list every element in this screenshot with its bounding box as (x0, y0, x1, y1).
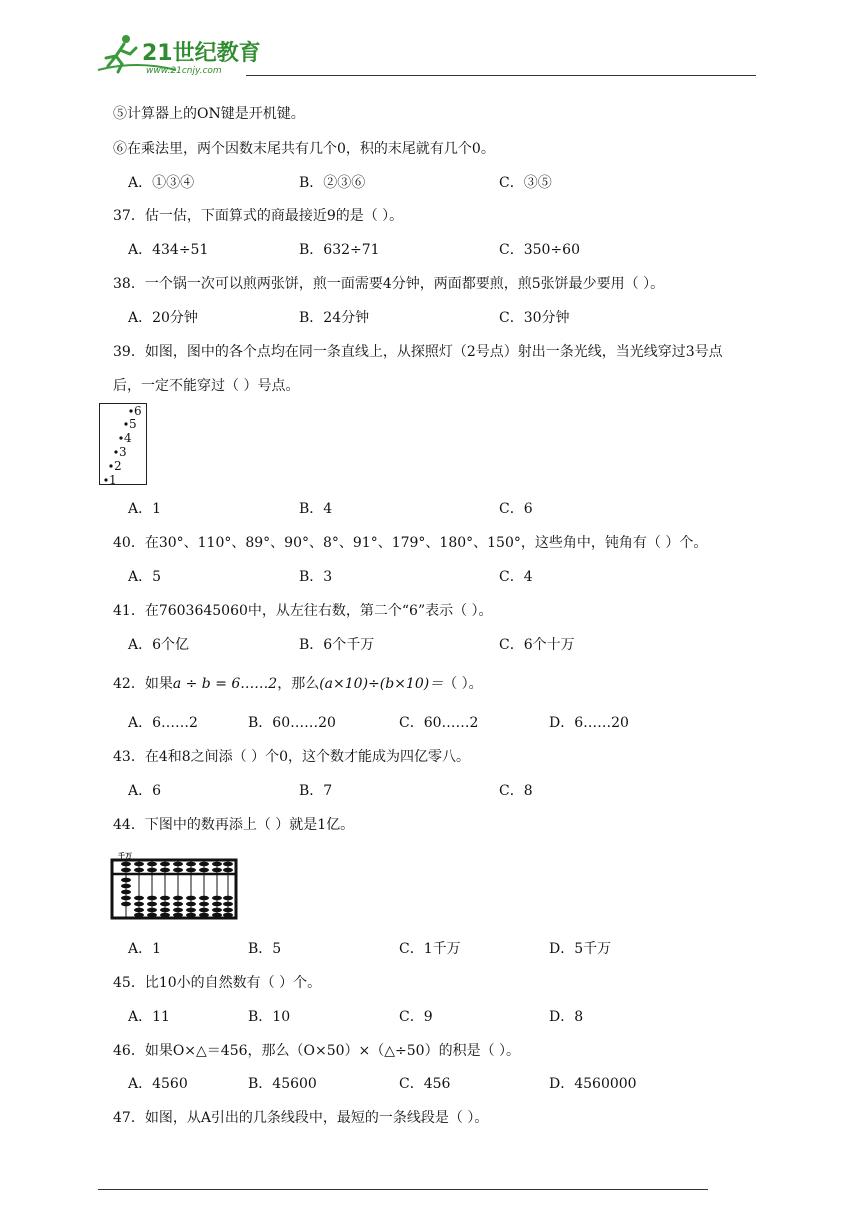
q44-text: 44．下图中的数再添上（ ）就是1亿。 (113, 817, 355, 833)
q39-option-b[interactable]: B．4 (299, 501, 333, 517)
q39-points-figure (99, 403, 147, 485)
q46-option-c[interactable]: C．456 (399, 1076, 451, 1092)
q43-option-c[interactable]: C．8 (499, 783, 533, 799)
statement-5: ⑤计算器上的ON键是开机键。 (113, 106, 305, 122)
q44-option-d[interactable]: D．5千万 (549, 941, 612, 957)
q42-option-c[interactable]: C．60……2 (399, 715, 479, 731)
q43-options (128, 781, 748, 801)
brand-url: www.21cnjy.com (146, 66, 222, 76)
q42-formula-1: a ÷ b = 6……2 (172, 676, 278, 692)
q39-text-2: 后，一定不能穿过（ ）号点。 (113, 378, 300, 394)
point-dot-5 (124, 422, 127, 425)
q46-option-b[interactable]: B．45600 (248, 1076, 317, 1092)
q42-option-a[interactable]: A．6……2 (128, 715, 198, 731)
q36-option-a[interactable]: A．①③④ (128, 175, 195, 191)
q46-option-a[interactable]: A．4560 (128, 1076, 188, 1092)
point-label-6: 6 (134, 404, 142, 418)
q40-options (128, 567, 748, 587)
point-label-2: 2 (114, 459, 122, 473)
q38-option-a[interactable]: A．20分钟 (128, 310, 198, 326)
q37-option-c[interactable]: C．350÷60 (499, 242, 580, 258)
q47-text: 47．如图，从A引出的几条线段中，最短的一条线段是（ ）。 (113, 1110, 489, 1126)
brand-text: 21世纪教育 (142, 41, 261, 66)
q43-option-b[interactable]: B．7 (299, 783, 333, 799)
footer-divider (98, 1189, 708, 1190)
q39-option-c[interactable]: C．6 (499, 501, 533, 517)
q38-options (128, 308, 748, 328)
q40-option-c[interactable]: C．4 (499, 569, 533, 585)
q39-options (128, 499, 748, 519)
point-label-4: 4 (124, 431, 132, 445)
q41-options (128, 635, 748, 655)
abacus-figure (110, 852, 238, 922)
point-dot-4 (119, 436, 122, 439)
q43-text: 43．在4和8之间添（ ）个0，这个数才能成为四亿零八。 (113, 749, 470, 765)
q41-option-c[interactable]: C．6个十万 (499, 637, 575, 653)
q46-options (128, 1074, 748, 1094)
q45-option-d[interactable]: D．8 (549, 1009, 584, 1025)
point-dot-2 (109, 464, 112, 467)
q44-options (128, 939, 748, 959)
q36-options (128, 173, 748, 193)
q40-text: 40．在30°、110°、89°、90°、8°、91°、179°、180°、150°，这些角中，钝角有（ ）个。 (113, 535, 708, 551)
abacus-label: 千万 (118, 852, 132, 860)
q45-option-b[interactable]: B．10 (248, 1009, 291, 1025)
q46-option-d[interactable]: D．4560000 (549, 1076, 637, 1092)
q36-option-c[interactable]: C．③⑤ (499, 175, 552, 191)
q42-middle: ，那么 (277, 676, 320, 692)
q45-option-a[interactable]: A．11 (128, 1009, 170, 1025)
q40-option-b[interactable]: B．3 (299, 569, 333, 585)
q37-options (128, 240, 748, 260)
q42-prefix: 42．如果 (113, 676, 173, 692)
q42-formula-2: (a×10)÷(b×10)＝ (319, 676, 444, 692)
q44-option-b[interactable]: B．5 (248, 941, 282, 957)
q44-option-a[interactable]: A．1 (128, 941, 162, 957)
q37-text: 37．估一估，下面算式的商最接近9的是（ ）。 (113, 208, 404, 224)
q37-option-a[interactable]: A．434÷51 (128, 242, 209, 258)
point-label-5: 5 (129, 417, 137, 431)
q42-option-b[interactable]: B．60……20 (248, 715, 336, 731)
header-divider (246, 75, 756, 76)
q39-option-a[interactable]: A．1 (128, 501, 162, 517)
q45-text: 45．比10小的自然数有（ ）个。 (113, 975, 322, 991)
logo-21cnjy (96, 30, 266, 76)
q38-text: 38．一个锅一次可以煎两张饼，煎一面需要4分钟，两面都要煎，煎5张饼最少要用（ ）。 (113, 276, 665, 292)
q42-text (113, 674, 483, 694)
point-dot-3 (114, 450, 117, 453)
statement-6: ⑥在乘法里，两个因数末尾共有几个0，积的末尾就有几个0。 (113, 141, 495, 157)
q45-options (128, 1007, 748, 1027)
q44-option-c[interactable]: C．1千万 (399, 941, 461, 957)
page-header (96, 30, 756, 78)
q45-option-c[interactable]: C．9 (399, 1009, 433, 1025)
q41-text: 41．在7603645060中，从左往右数，第二个“6”表示（ ）。 (113, 603, 493, 619)
q43-option-a[interactable]: A．6 (128, 783, 162, 799)
q42-options (128, 713, 748, 733)
q38-option-b[interactable]: B．24分钟 (299, 310, 370, 326)
q37-option-b[interactable]: B．632÷71 (299, 242, 380, 258)
q42-suffix: （ ）。 (443, 676, 483, 692)
point-label-1: 1 (109, 473, 117, 484)
point-dot-6 (129, 409, 132, 412)
q41-option-b[interactable]: B．6个千万 (299, 637, 375, 653)
q39-text-1: 39．如图，图中的各个点均在同一条直线上，从探照灯（2号点）射出一条光线，当光线穿过3号点 (113, 344, 723, 360)
q42-option-d[interactable]: D．6……20 (549, 715, 629, 731)
q38-option-c[interactable]: C．30分钟 (499, 310, 570, 326)
q41-option-a[interactable]: A．6个亿 (128, 637, 190, 653)
point-dot-1 (104, 478, 107, 481)
q36-option-b[interactable]: B．②③⑥ (299, 175, 366, 191)
q40-option-a[interactable]: A．5 (128, 569, 162, 585)
points-diagram (100, 404, 146, 484)
q46-text: 46．如果O×△＝456，那么（O×50）×（△÷50）的积是（ ）。 (113, 1043, 521, 1059)
abacus-beads (121, 862, 233, 918)
point-label-3: 3 (119, 445, 127, 459)
